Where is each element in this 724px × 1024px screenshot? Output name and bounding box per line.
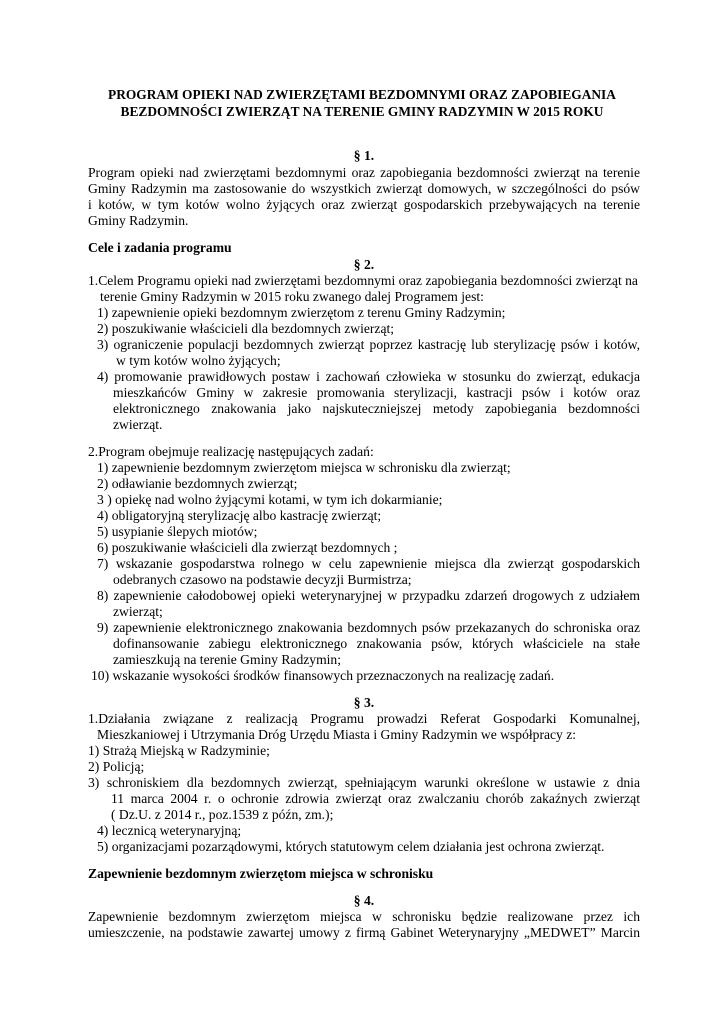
section-3-intro: 1.Działania związane z realizacją Programu prowadzi Referat Gospodarki Komunalnej, bbox=[88, 711, 640, 726]
goal-item: 1) zapewnienie opieki bezdomnym zwierzętom z terenu Gminy Radzymin; bbox=[97, 305, 506, 320]
goal-item: zwierząt. bbox=[113, 417, 163, 432]
task-item: 4) obligatoryjną sterylizację albo kastrację zwierząt; bbox=[97, 508, 382, 523]
task-item: 9) zapewnienie elektronicznego znakowania bezdomnych psów przekazanych do schroniska oraz bbox=[97, 620, 640, 635]
goal-item: 2) poszukiwanie właścicieli dla bezdomnych zwierząt; bbox=[97, 321, 395, 336]
task-item: odebranych czasowo na podstawie decyzji Burmistrza; bbox=[113, 572, 412, 587]
task-item: 7) wskazanie gospodarstwa rolnego w celu zapewnienie miejsca dla zwierząt gospodarskich bbox=[97, 556, 640, 571]
goal-item: w tym kotów wolno żyjących; bbox=[116, 353, 281, 368]
section-1-line: Program opieki nad zwierzętami bezdomnymi oraz zapobiegania bezdomności zwierząt na terenie bbox=[88, 165, 640, 180]
section-4-heading: § 4. bbox=[353, 893, 375, 908]
section-2-intro: terenie Gminy Radzymin w 2015 roku zwanego dalej Programem jest: bbox=[100, 289, 484, 304]
goal-item: elektronicznego znakowania jako najskuteczniejszej metody zapobiegania bezdomności bbox=[113, 401, 640, 416]
section-1-line: Gminy Radzymin ma zastosowanie do wszystkich zwierząt domowych, w szczególności do psów bbox=[88, 181, 640, 196]
title-line-1: PROGRAM OPIEKI NAD ZWIERZĘTAMI BEZDOMNYMI ORAZ ZAPOBIEGANIA bbox=[108, 87, 616, 102]
task-item: 1) zapewnienie bezdomnym zwierzętom miejsca w schronisku dla zwierząt; bbox=[97, 460, 511, 475]
partner-item: ( Dz.U. z 2014 r., poz.1539 z późn, zm.); bbox=[111, 807, 334, 822]
partner-item: 1) Strażą Miejską w Radzyminie; bbox=[88, 743, 270, 758]
task-item: 3 ) opiekę nad wolno żyjącymi kotami, w tym ich dokarmianie; bbox=[97, 492, 443, 507]
section-3-intro: Mieszkaniowej i Utrzymania Dróg Urzędu Miasta i Gminy Radzymin we współpracy z: bbox=[97, 727, 577, 742]
title-line-2: BEZDOMNOŚCI ZWIERZĄT NA TERENIE GMINY RADZYMIN W 2015 ROKU bbox=[120, 104, 604, 119]
partner-item: 2) Policją; bbox=[88, 759, 145, 774]
task-item: dofinansowanie zabiegu elektronicznego znakowania psów, których właściciele na stałe bbox=[113, 636, 640, 651]
task-item: 10) wskazanie wysokości środków finansowych przeznaczonych na realizację zadań. bbox=[91, 668, 555, 683]
section-1-heading: § 1. bbox=[353, 148, 375, 163]
shelter-heading: Zapewnienie bezdomnym zwierzętom miejsca w schronisku bbox=[88, 866, 434, 881]
task-item: 2) odławianie bezdomnych zwierząt; bbox=[97, 476, 298, 491]
document-title bbox=[60, 86, 664, 120]
goal-item: 4) promowanie prawidłowych postaw i zachowań człowieka w stosunku do zwierząt, edukacja bbox=[97, 369, 640, 384]
section-2-intro: 1.Celem Programu opieki nad zwierzętami bezdomnymi oraz zapobiegania bezdomności zwierząt na bbox=[88, 273, 638, 288]
partner-item: 5) organizacjami pozarządowymi, których statutowym celem działania jest ochrona zwierząt. bbox=[97, 839, 605, 854]
task-item: zamieszkują na terenie Gminy Radzymin; bbox=[113, 652, 341, 667]
section-4-line: Zapewnienie bezdomnym zwierzętom miejsca w schronisku będzie realizowane przez ich bbox=[88, 909, 640, 924]
task-item: 5) usypianie ślepych miotów; bbox=[97, 524, 258, 539]
goals-heading: Cele i zadania programu bbox=[88, 240, 232, 255]
partner-item: 4) lecznicą weterynaryjną; bbox=[97, 823, 242, 838]
section-4-line: umieszczenie, na podstawie zawartej umowy z firmą Gabinet Weterynaryjny „MEDWET” Marcin bbox=[88, 925, 640, 940]
section-3-heading: § 3. bbox=[353, 695, 375, 710]
goal-item: mieszkańców Gminy w zakresie promowania sterylizacji, kastracji psów i kotów oraz bbox=[113, 385, 640, 400]
task-item: zwierząt; bbox=[113, 604, 163, 619]
section-1-line: Gminy Radzymin. bbox=[88, 213, 189, 228]
section-2-heading: § 2. bbox=[353, 257, 375, 272]
section-1-line: i kotów, w tym kotów wolno żyjących oraz zwierząt gospodarskich przebywających na terenie bbox=[88, 197, 640, 212]
goal-item: 3) ograniczenie populacji bezdomnych zwierząt poprzez kastrację lub sterylizację psów i kotów, bbox=[97, 337, 640, 352]
task-item: 8) zapewnienie całodobowej opieki weterynaryjnej w przypadku zdarzeń drogowych z udziałem bbox=[97, 588, 640, 603]
section-2-tasks-intro: 2.Program obejmuje realizację następujących zadań: bbox=[88, 444, 374, 459]
partner-item: 3) schroniskiem dla bezdomnych zwierząt, spełniającym warunki określone w ustawie z dnia bbox=[88, 775, 640, 790]
task-item: 6) poszukiwanie właścicieli dla zwierząt bezdomnych ; bbox=[97, 540, 398, 555]
partner-item: 11 marca 2004 r. o ochronie zdrowia zwierząt oraz zwalczaniu chorób zakaźnych zwierząt bbox=[111, 791, 640, 806]
